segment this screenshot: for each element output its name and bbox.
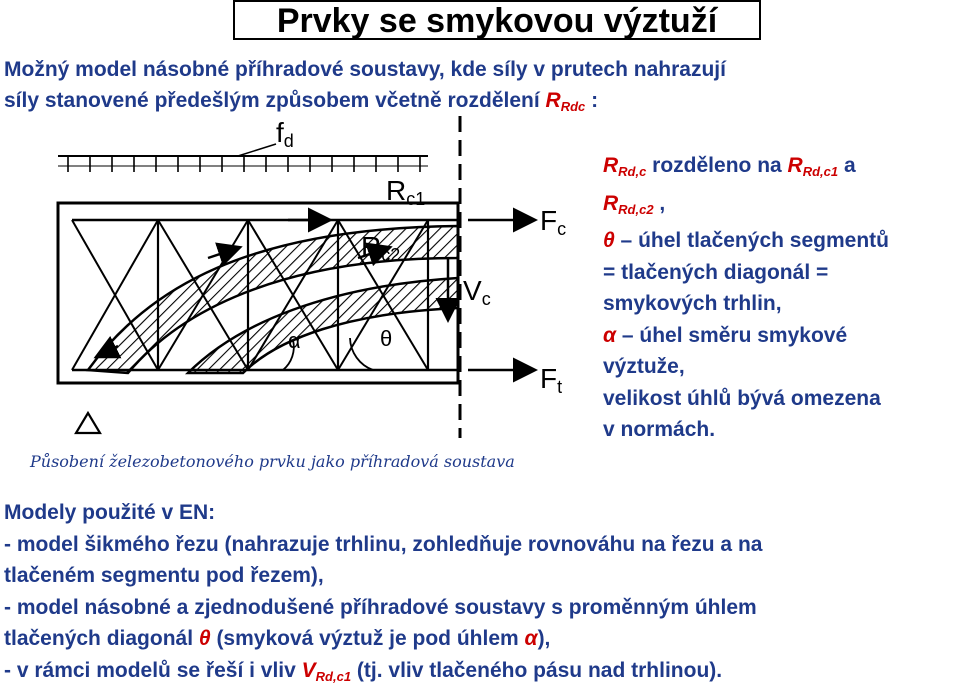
- bottom-v-symbol: V: [302, 659, 316, 682]
- bottom-line-6: [4, 655, 959, 692]
- right-line-4: = tlačených diagonál =: [603, 257, 955, 289]
- bottom-line-3: tlačeném segmentu pod řezem),: [4, 560, 959, 592]
- bottom-line-5-a: tlačených diagonál: [4, 627, 199, 650]
- right-line-3: [603, 225, 955, 257]
- label-ft: Ft: [540, 363, 562, 397]
- bottom-line-2: - model šikmého řezu (nahrazuje trhlinu, zohledňuje rovnováhu na řezu a na: [4, 529, 959, 561]
- distributed-load: [58, 144, 428, 172]
- right-line-8: velikost úhlů bývá omezena: [603, 383, 955, 415]
- bottom-alpha: α: [525, 627, 538, 650]
- right-line-2-end: ,: [654, 192, 666, 215]
- right-line-1-mid: rozděleno na: [646, 154, 787, 177]
- support-triangle: [76, 413, 100, 433]
- intro-line-2-text: síly stanovené předešlým způsobem včetně rozdělení: [4, 89, 546, 112]
- intro-r-subscript: Rdc: [561, 99, 586, 114]
- right-line-1-end: a: [838, 154, 856, 177]
- label-rc2: Rc2: [361, 231, 400, 265]
- bottom-line-1: Modely použité v EN:: [4, 497, 959, 529]
- truss-model-figure: [28, 108, 588, 448]
- bottom-line-4: - model násobné a zjednodušené příhradové soustavy s proměnným úhlem: [4, 592, 959, 624]
- symbol-r-rdc1: R: [788, 154, 803, 177]
- right-description: [603, 150, 955, 446]
- bottom-theta: θ: [199, 627, 211, 650]
- symbol-r-rdc2: R: [603, 192, 618, 215]
- right-line-1: [603, 150, 955, 188]
- right-line-9: v normách.: [603, 414, 955, 446]
- label-fd: fd: [276, 117, 294, 151]
- right-line-7: výztuže,: [603, 351, 955, 383]
- label-rc1: Rc1: [386, 175, 425, 209]
- en-models-paragraph: [4, 497, 959, 692]
- intro-line-2-suffix: :: [585, 89, 598, 112]
- right-line-6: [603, 320, 955, 352]
- symbol-theta: θ: [603, 229, 615, 252]
- label-fc: Fc: [540, 205, 566, 239]
- figure-caption: Působení železobetonového prvku jako příhradová soustava: [30, 452, 515, 471]
- subscript-rdc: Rd,c: [618, 164, 646, 179]
- bottom-line-5-b: (smyková výztuž je pod úhlem: [211, 627, 525, 650]
- subscript-rdc2: Rd,c2: [618, 202, 653, 217]
- bottom-line-5: [4, 623, 959, 655]
- title-box: [233, 0, 761, 40]
- right-line-3-text: – úhel tlačených segmentů: [615, 229, 889, 252]
- page-title: Prvky se smykovou výztuží: [277, 2, 717, 40]
- label-theta: θ: [380, 326, 392, 351]
- intro-r-symbol: R: [546, 89, 561, 112]
- label-alpha: α: [288, 328, 301, 353]
- subscript-rdc1: Rd,c1: [803, 164, 838, 179]
- symbol-alpha: α: [603, 324, 616, 347]
- right-line-6-text: – úhel směru smykové: [616, 324, 847, 347]
- bottom-line-6-a: - v rámci modelů se řeší i vliv: [4, 659, 302, 682]
- label-vc: Vc: [463, 275, 491, 309]
- bottom-line-6-b: (tj. vliv tlačeného pásu nad trhlinou).: [351, 659, 722, 682]
- intro-line-1: Možný model násobné příhradové soustavy, kde síly v prutech nahrazují: [4, 54, 934, 85]
- bottom-line-5-c: ),: [538, 627, 551, 650]
- symbol-r-rdc: R: [603, 154, 618, 177]
- right-line-2: [603, 188, 955, 226]
- bottom-v-subscript: Rd,c1: [316, 669, 351, 684]
- right-line-5: smykových trhlin,: [603, 288, 955, 320]
